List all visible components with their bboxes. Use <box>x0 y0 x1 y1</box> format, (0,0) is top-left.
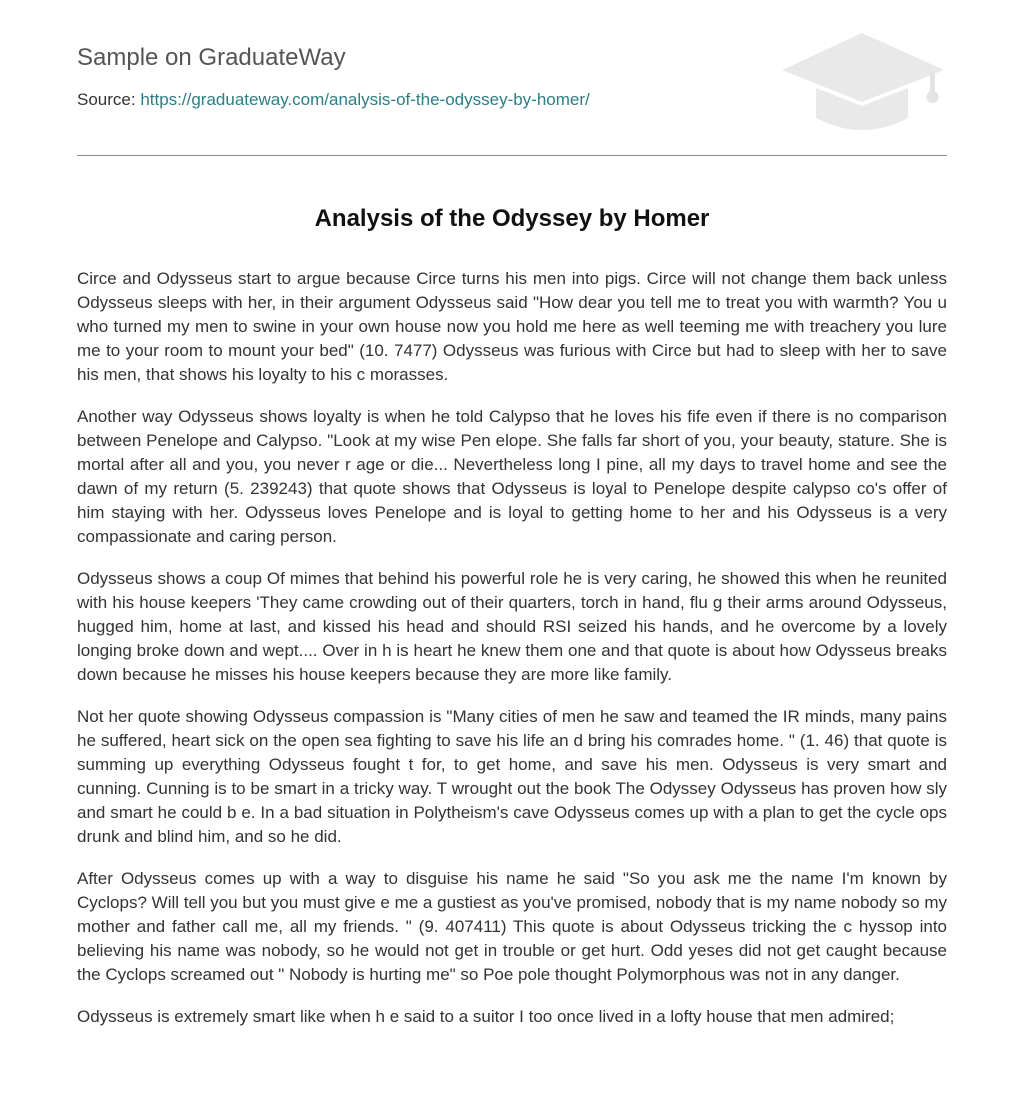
paragraph-2: Another way Odysseus shows loyalty is when he told Calypso that he loves his fife even if there is no comparison between Penelope and Calypso. "Look at my wise Pen elope. She falls far short of you, your beauty, stature. She is mortal after all and you, you never r age or die... Nevertheless long I pine, all my days to travel home and see the dawn of my return (5. 239243) that quote shows that Odysseus is loyal to Penelope despite calypso co's offer of him staying with her. Odysseus loves Penelope and is loyal to getting home to her and his Odysseus is a very compassionate and caring person. <box>77 407 947 546</box>
paragraph-3: Odysseus shows a coup Of mimes that behind his powerful role he is very caring, he showed this when he reunited with his house keepers 'They came crowding out of their quarters, torch in hand, flu g their arms around Odysseus, hugged him, home at last, and kissed his head and should RSI seized his hands, and he overcome by a lovely longing broke down and wept.... Over in h is heart he knew them one and that quote is about how Odysseus breaks down because he misses his house keepers because they are more like family. <box>77 569 947 684</box>
paragraph-6: Odysseus is extremely smart like when h e said to a suitor I too once lived in a lofty house that men admired; <box>77 1007 895 1026</box>
site-title: Sample on GraduateWay <box>77 44 346 71</box>
document-body <box>77 267 947 1047</box>
source-line <box>77 90 590 110</box>
source-link[interactable]: https://graduateway.com/analysis-of-the-odyssey-by-homer/ <box>140 90 590 109</box>
paragraph-1: Circe and Odysseus start to argue because Circe turns his men into pigs. Circe will not change them back unless Odysseus sleeps with her, in their argument Odysseus said "How dear you tell me to treat you with warmth? You u who turned my men to swine in your own house now you hold me here as well teeming me with treachery you lure me to your room to mount your bed" (10. 7477) Odysseus was furious with Circe but had to sleep with her to save his men, that shows his loyalty to his c morasses. <box>77 269 947 384</box>
graduation-cap-icon <box>780 30 950 134</box>
paragraph-4: Not her quote showing Odysseus compassion is "Many cities of men he saw and teamed the IR minds, many pains he suffered, heart sick on the open sea fighting to save his life an d bring his comrades home. " (1. 46) that quote is summing up everything Odysseus fought t for, to get home, and save his men. Odysseus is very smart and cunning. Cunning is to be smart in a tricky way. T wrought out the book The Odyssey Odysseus has proven how sly and smart he could b e. In a bad situation in Polytheism's cave Odysseus comes up with a plan to get the cycle ops drunk and blind him, and so he did. <box>77 707 947 846</box>
page-header <box>77 0 947 156</box>
header-divider <box>77 155 947 156</box>
source-label: Source: <box>77 90 136 109</box>
document-title: Analysis of the Odyssey by Homer <box>314 205 710 232</box>
paragraph-5: After Odysseus comes up with a way to disguise his name he said "So you ask me the name I'm known by Cyclops? Will tell you but you must give e me a gustiest as you've promised, nobody that is my name nobody so my mother and father call me, all my friends. " (9. 407411) This quote is about Odysseus tricking the c hyssop into believing his name was nobody, so he would not get in trouble or get hurt. Odd yeses did not get caught because the Cyclops screamed out " Nobody is hurting me" so Poe pole thought Polymorphous was not in any danger. <box>77 869 947 984</box>
